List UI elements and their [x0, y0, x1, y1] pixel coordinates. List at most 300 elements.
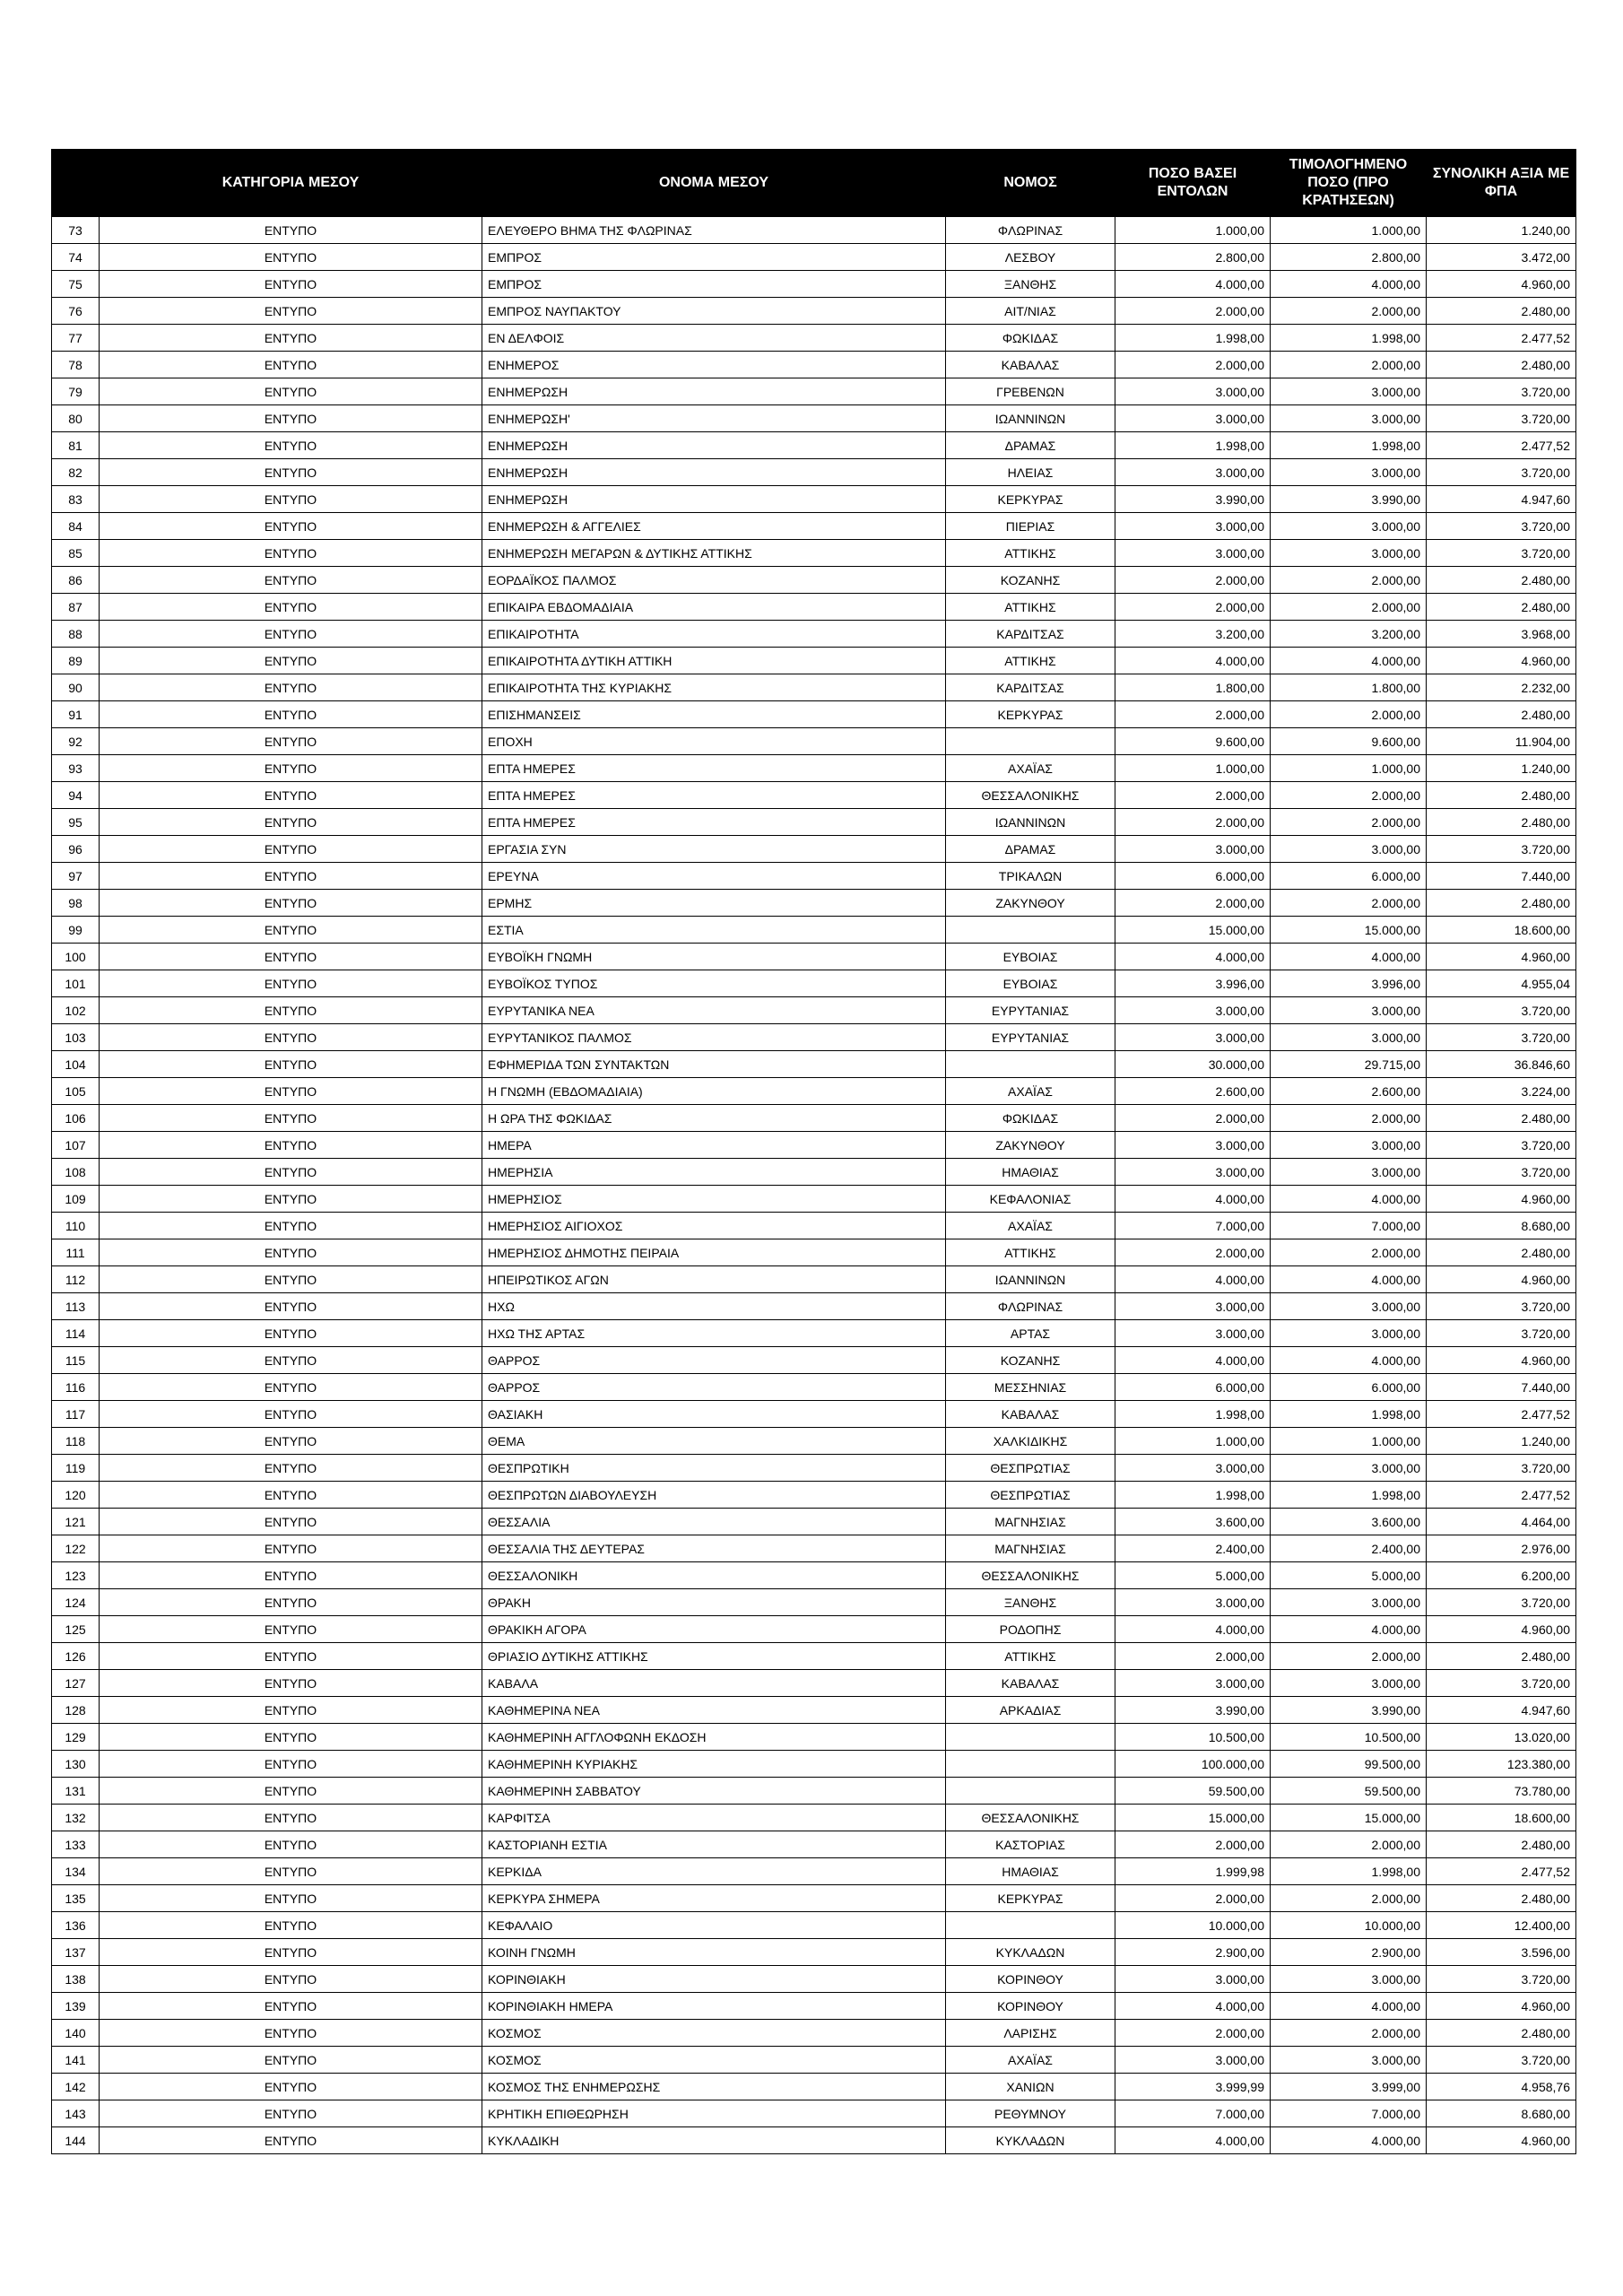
table-row — [52, 1213, 1576, 1239]
invoiced-amount-cell: 15.000,00 — [1271, 917, 1427, 944]
prefecture-cell: ΗΜΑΘΙΑΣ — [946, 1858, 1115, 1885]
table-row — [52, 1643, 1576, 1670]
invoiced-amount-cell: 3.999,00 — [1271, 2074, 1427, 2100]
prefecture-cell: ΚΟΡΙΝΘΟΥ — [946, 1993, 1115, 2020]
total-with-vat-cell: 4.947,60 — [1427, 486, 1576, 513]
table-row — [52, 1374, 1576, 1401]
total-with-vat-cell: 18.600,00 — [1427, 917, 1576, 944]
media-name-cell: ΕΥΒΟΪΚΟΣ ΤΥΠΟΣ — [482, 970, 946, 997]
order-amount-cell: 1.998,00 — [1115, 432, 1271, 459]
table-row — [52, 432, 1576, 459]
order-amount-cell: 4.000,00 — [1115, 1186, 1271, 1213]
order-amount-cell: 4.000,00 — [1115, 1993, 1271, 2020]
media-name-cell: ΕΥΡΥΤΑΝΙΚΟΣ ΠΑΛΜΟΣ — [482, 1024, 946, 1051]
row-number: 125 — [52, 1616, 100, 1643]
total-with-vat-cell: 4.960,00 — [1427, 648, 1576, 674]
media-name-cell: ΘΕΣΠΡΩΤΙΚΗ — [482, 1455, 946, 1482]
invoiced-amount-cell: 99.500,00 — [1271, 1751, 1427, 1778]
media-name-cell: ΚΕΡΚΥΡΑ ΣΗΜΕΡΑ — [482, 1885, 946, 1912]
category-cell: ΕΝΤΥΠΟ — [100, 325, 482, 352]
total-with-vat-cell: 4.958,76 — [1427, 2074, 1576, 2100]
category-cell: ΕΝΤΥΠΟ — [100, 378, 482, 405]
total-with-vat-cell: 3.472,00 — [1427, 244, 1576, 271]
invoiced-amount-cell: 2.000,00 — [1271, 1643, 1427, 1670]
table-row — [52, 325, 1576, 352]
row-number: 121 — [52, 1509, 100, 1535]
table-row — [52, 944, 1576, 970]
order-amount-cell: 3.000,00 — [1115, 378, 1271, 405]
invoiced-amount-cell: 3.990,00 — [1271, 486, 1427, 513]
invoiced-amount-cell: 4.000,00 — [1271, 1616, 1427, 1643]
total-with-vat-cell: 3.720,00 — [1427, 1455, 1576, 1482]
media-name-cell: ΗΠΕΙΡΩΤΙΚΟΣ ΑΓΩΝ — [482, 1266, 946, 1293]
prefecture-cell: ΑΧΑΪΑΣ — [946, 755, 1115, 782]
row-number: 81 — [52, 432, 100, 459]
prefecture-cell: ΗΜΑΘΙΑΣ — [946, 1159, 1115, 1186]
prefecture-cell: ΕΥΒΟΙΑΣ — [946, 944, 1115, 970]
order-amount-cell: 3.990,00 — [1115, 486, 1271, 513]
order-amount-cell: 3.000,00 — [1115, 513, 1271, 540]
invoiced-amount-cell: 29.715,00 — [1271, 1051, 1427, 1078]
media-name-cell: ΕΡΜΗΣ — [482, 890, 946, 917]
category-cell: ΕΝΤΥΠΟ — [100, 1562, 482, 1589]
invoiced-amount-cell: 2.000,00 — [1271, 1885, 1427, 1912]
category-cell: ΕΝΤΥΠΟ — [100, 1159, 482, 1186]
prefecture-cell: ΙΩΑΝΝΙΝΩΝ — [946, 1266, 1115, 1293]
category-cell: ΕΝΤΥΠΟ — [100, 1616, 482, 1643]
media-name-cell: ΕΝΗΜΕΡΟΣ — [482, 352, 946, 378]
table-row — [52, 1347, 1576, 1374]
media-name-cell: ΚΑΘΗΜΕΡΙΝΗ ΣΑΒΒΑΤΟΥ — [482, 1778, 946, 1805]
invoiced-amount-cell: 3.000,00 — [1271, 1159, 1427, 1186]
media-name-cell: ΕΦΗΜΕΡΙΔΑ ΤΩΝ ΣΥΝΤΑΚΤΩΝ — [482, 1051, 946, 1078]
media-name-cell: ΚΑΡΦΙΤΣΑ — [482, 1805, 946, 1831]
row-number: 76 — [52, 298, 100, 325]
invoiced-amount-cell: 3.000,00 — [1271, 1293, 1427, 1320]
total-with-vat-cell: 2.477,52 — [1427, 1401, 1576, 1428]
order-amount-cell: 2.600,00 — [1115, 1078, 1271, 1105]
prefecture-cell: ΑΤΤΙΚΗΣ — [946, 594, 1115, 621]
row-number: 106 — [52, 1105, 100, 1132]
row-number: 109 — [52, 1186, 100, 1213]
row-number: 112 — [52, 1266, 100, 1293]
total-with-vat-cell: 3.720,00 — [1427, 1293, 1576, 1320]
table-row — [52, 701, 1576, 728]
media-name-cell: ΚΑΘΗΜΕΡΙΝΗ ΚΥΡΙΑΚΗΣ — [482, 1751, 946, 1778]
order-amount-cell: 2.000,00 — [1115, 809, 1271, 836]
prefecture-cell: ΘΕΣΣΑΛΟΝΙΚΗΣ — [946, 782, 1115, 809]
invoiced-amount-cell: 2.000,00 — [1271, 594, 1427, 621]
order-amount-cell: 9.600,00 — [1115, 728, 1271, 755]
table-row — [52, 1993, 1576, 2020]
media-name-cell: ΚΟΣΜΟΣ — [482, 2047, 946, 2074]
table-row — [52, 1024, 1576, 1051]
media-name-cell: ΕΟΡΔΑΪΚΟΣ ΠΑΛΜΟΣ — [482, 567, 946, 594]
table-row — [52, 1805, 1576, 1831]
table-row — [52, 217, 1576, 244]
invoiced-amount-cell: 2.900,00 — [1271, 1939, 1427, 1966]
prefecture-cell: ΛΕΣΒΟΥ — [946, 244, 1115, 271]
table-row — [52, 621, 1576, 648]
table-row — [52, 1132, 1576, 1159]
media-name-cell: ΕΜΠΡΟΣ — [482, 244, 946, 271]
total-with-vat-cell: 3.720,00 — [1427, 1159, 1576, 1186]
category-cell: ΕΝΤΥΠΟ — [100, 1132, 482, 1159]
prefecture-cell: ΦΛΩΡΙΝΑΣ — [946, 1293, 1115, 1320]
category-cell: ΕΝΤΥΠΟ — [100, 1912, 482, 1939]
order-amount-cell: 4.000,00 — [1115, 1616, 1271, 1643]
media-name-cell: ΚΟΣΜΟΣ — [482, 2020, 946, 2047]
total-with-vat-cell: 2.480,00 — [1427, 809, 1576, 836]
media-name-cell: ΗΜΕΡΗΣΙΑ — [482, 1159, 946, 1186]
order-amount-cell: 2.400,00 — [1115, 1535, 1271, 1562]
header-category: ΚΑΤΗΓΟΡΙΑ ΜΕΣΟΥ — [100, 150, 482, 217]
table-row — [52, 1401, 1576, 1428]
invoiced-amount-cell: 2.000,00 — [1271, 1239, 1427, 1266]
order-amount-cell: 3.000,00 — [1115, 1670, 1271, 1697]
table-row — [52, 1589, 1576, 1616]
row-number: 77 — [52, 325, 100, 352]
order-amount-cell: 2.000,00 — [1115, 1105, 1271, 1132]
row-number: 87 — [52, 594, 100, 621]
table-row — [52, 352, 1576, 378]
invoiced-amount-cell: 1.998,00 — [1271, 325, 1427, 352]
media-name-cell: Η ΓΝΩΜΗ (ΕΒΔΟΜΑΔΙΑΙΑ) — [482, 1078, 946, 1105]
order-amount-cell: 10.500,00 — [1115, 1724, 1271, 1751]
prefecture-cell: ΜΕΣΣΗΝΙΑΣ — [946, 1374, 1115, 1401]
order-amount-cell: 3.000,00 — [1115, 1320, 1271, 1347]
prefecture-cell: ΠΙΕΡΙΑΣ — [946, 513, 1115, 540]
table-row — [52, 486, 1576, 513]
invoiced-amount-cell: 3.000,00 — [1271, 540, 1427, 567]
total-with-vat-cell: 2.232,00 — [1427, 674, 1576, 701]
category-cell: ΕΝΤΥΠΟ — [100, 2020, 482, 2047]
table-row — [52, 594, 1576, 621]
media-name-cell: ΚΟΣΜΟΣ ΤΗΣ ΕΝΗΜΕΡΩΣΗΣ — [482, 2074, 946, 2100]
order-amount-cell: 3.999,99 — [1115, 2074, 1271, 2100]
category-cell: ΕΝΤΥΠΟ — [100, 1347, 482, 1374]
invoiced-amount-cell: 3.000,00 — [1271, 1966, 1427, 1993]
invoiced-amount-cell: 1.800,00 — [1271, 674, 1427, 701]
total-with-vat-cell: 3.720,00 — [1427, 997, 1576, 1024]
invoiced-amount-cell: 3.600,00 — [1271, 1509, 1427, 1535]
order-amount-cell: 4.000,00 — [1115, 271, 1271, 298]
category-cell: ΕΝΤΥΠΟ — [100, 728, 482, 755]
total-with-vat-cell: 2.480,00 — [1427, 1885, 1576, 1912]
media-name-cell: ΕΣΤΙΑ — [482, 917, 946, 944]
total-with-vat-cell: 2.480,00 — [1427, 1105, 1576, 1132]
table-row — [52, 728, 1576, 755]
total-with-vat-cell: 4.960,00 — [1427, 1616, 1576, 1643]
invoiced-amount-cell: 3.000,00 — [1271, 378, 1427, 405]
order-amount-cell: 3.000,00 — [1115, 1132, 1271, 1159]
total-with-vat-cell: 1.240,00 — [1427, 1428, 1576, 1455]
invoiced-amount-cell: 2.000,00 — [1271, 567, 1427, 594]
order-amount-cell: 3.000,00 — [1115, 405, 1271, 432]
prefecture-cell: ΙΩΑΝΝΙΝΩΝ — [946, 405, 1115, 432]
invoiced-amount-cell: 4.000,00 — [1271, 271, 1427, 298]
order-amount-cell: 2.800,00 — [1115, 244, 1271, 271]
media-name-cell: ΚΕΦΑΛΑΙΟ — [482, 1912, 946, 1939]
category-cell: ΕΝΤΥΠΟ — [100, 432, 482, 459]
prefecture-cell: ΑΤΤΙΚΗΣ — [946, 1239, 1115, 1266]
row-number: 135 — [52, 1885, 100, 1912]
row-number: 101 — [52, 970, 100, 997]
total-with-vat-cell: 18.600,00 — [1427, 1805, 1576, 1831]
row-number: 98 — [52, 890, 100, 917]
invoiced-amount-cell: 2.000,00 — [1271, 2020, 1427, 2047]
prefecture-cell: ΧΑΛΚΙΔΙΚΗΣ — [946, 1428, 1115, 1455]
media-name-cell: ΕΠΤΑ ΗΜΕΡΕΣ — [482, 782, 946, 809]
category-cell: ΕΝΤΥΠΟ — [100, 1078, 482, 1105]
category-cell: ΕΝΤΥΠΟ — [100, 1401, 482, 1428]
invoiced-amount-cell: 3.000,00 — [1271, 2047, 1427, 2074]
total-with-vat-cell: 4.960,00 — [1427, 1186, 1576, 1213]
invoiced-amount-cell: 1.998,00 — [1271, 432, 1427, 459]
prefecture-cell: ΧΑΝΙΩΝ — [946, 2074, 1115, 2100]
prefecture-cell: ΜΑΓΝΗΣΙΑΣ — [946, 1535, 1115, 1562]
invoiced-amount-cell: 10.500,00 — [1271, 1724, 1427, 1751]
table-row — [52, 405, 1576, 432]
invoiced-amount-cell: 59.500,00 — [1271, 1778, 1427, 1805]
header-prefecture: ΝΟΜΟΣ — [946, 150, 1115, 217]
table-row — [52, 1266, 1576, 1293]
row-number: 86 — [52, 567, 100, 594]
table-row — [52, 1778, 1576, 1805]
media-name-cell: ΕΠΙΚΑΙΡΟΤΗΤΑ ΤΗΣ ΚΥΡΙΑΚΗΣ — [482, 674, 946, 701]
total-with-vat-cell: 3.720,00 — [1427, 513, 1576, 540]
invoiced-amount-cell: 4.000,00 — [1271, 1347, 1427, 1374]
prefecture-cell: ΗΛΕΙΑΣ — [946, 459, 1115, 486]
table-row — [52, 271, 1576, 298]
media-name-cell: ΚΑΒΑΛΑ — [482, 1670, 946, 1697]
total-with-vat-cell: 11.904,00 — [1427, 728, 1576, 755]
row-number: 75 — [52, 271, 100, 298]
order-amount-cell: 3.000,00 — [1115, 1293, 1271, 1320]
prefecture-cell: ΑΧΑΪΑΣ — [946, 1213, 1115, 1239]
prefecture-cell: ΑΤΤΙΚΗΣ — [946, 540, 1115, 567]
prefecture-cell: ΚΥΚΛΑΔΩΝ — [946, 1939, 1115, 1966]
prefecture-cell: ΚΟΖΑΝΗΣ — [946, 567, 1115, 594]
row-number: 136 — [52, 1912, 100, 1939]
media-name-cell: ΕΝΗΜΕΡΩΣΗ — [482, 432, 946, 459]
total-with-vat-cell: 2.480,00 — [1427, 890, 1576, 917]
table-row — [52, 459, 1576, 486]
media-name-cell: ΚΕΡΚΙΔΑ — [482, 1858, 946, 1885]
prefecture-cell: ΚΑΒΑΛΑΣ — [946, 352, 1115, 378]
prefecture-cell — [946, 1724, 1115, 1751]
prefecture-cell: ΚΕΡΚΥΡΑΣ — [946, 701, 1115, 728]
order-amount-cell: 5.000,00 — [1115, 1562, 1271, 1589]
category-cell: ΕΝΤΥΠΟ — [100, 1024, 482, 1051]
invoiced-amount-cell: 3.990,00 — [1271, 1697, 1427, 1724]
order-amount-cell: 4.000,00 — [1115, 648, 1271, 674]
order-amount-cell: 2.000,00 — [1115, 1239, 1271, 1266]
row-number: 93 — [52, 755, 100, 782]
category-cell: ΕΝΤΥΠΟ — [100, 1509, 482, 1535]
invoiced-amount-cell: 2.000,00 — [1271, 1831, 1427, 1858]
prefecture-cell: ΞΑΝΘΗΣ — [946, 271, 1115, 298]
category-cell: ΕΝΤΥΠΟ — [100, 1751, 482, 1778]
invoiced-amount-cell: 1.998,00 — [1271, 1482, 1427, 1509]
media-name-cell: ΚΟΙΝΗ ΓΝΩΜΗ — [482, 1939, 946, 1966]
total-with-vat-cell: 3.720,00 — [1427, 1589, 1576, 1616]
media-name-cell: ΘΡΑΚΙΚΗ ΑΓΟΡΑ — [482, 1616, 946, 1643]
total-with-vat-cell: 3.720,00 — [1427, 1024, 1576, 1051]
category-cell: ΕΝΤΥΠΟ — [100, 917, 482, 944]
total-with-vat-cell: 3.720,00 — [1427, 1966, 1576, 1993]
total-with-vat-cell: 2.477,52 — [1427, 432, 1576, 459]
media-name-cell: ΕΠΟΧΗ — [482, 728, 946, 755]
row-number: 99 — [52, 917, 100, 944]
prefecture-cell: ΑΧΑΪΑΣ — [946, 1078, 1115, 1105]
prefecture-cell: ΘΕΣΠΡΩΤΙΑΣ — [946, 1482, 1115, 1509]
media-name-cell: ΘΑΣΙΑΚΗ — [482, 1401, 946, 1428]
media-name-cell: ΚΑΘΗΜΕΡΙΝΗ ΑΓΓΛΟΦΩΝΗ ΕΚΔΟΣΗ — [482, 1724, 946, 1751]
order-amount-cell: 15.000,00 — [1115, 1805, 1271, 1831]
invoiced-amount-cell: 3.000,00 — [1271, 1132, 1427, 1159]
media-name-cell: ΕΠΙΣΗΜΑΝΣΕΙΣ — [482, 701, 946, 728]
category-cell: ΕΝΤΥΠΟ — [100, 863, 482, 890]
header-invoiced-amount: ΤΙΜΟΛΟΓΗΜΕΝΟ ΠΟΣΟ (ΠΡΟ ΚΡΑΤΗΣΕΩΝ) — [1271, 150, 1427, 217]
table-row — [52, 1562, 1576, 1589]
table-row — [52, 298, 1576, 325]
order-amount-cell: 4.000,00 — [1115, 1347, 1271, 1374]
invoiced-amount-cell: 3.000,00 — [1271, 513, 1427, 540]
table-row — [52, 1482, 1576, 1509]
prefecture-cell: ΚΕΡΚΥΡΑΣ — [946, 1885, 1115, 1912]
row-number: 138 — [52, 1966, 100, 1993]
total-with-vat-cell: 2.477,52 — [1427, 1482, 1576, 1509]
header-row — [52, 150, 1576, 217]
media-name-cell: ΗΜΕΡΗΣΙΟΣ ΑΙΓΙΟΧΟΣ — [482, 1213, 946, 1239]
total-with-vat-cell: 3.720,00 — [1427, 459, 1576, 486]
category-cell: ΕΝΤΥΠΟ — [100, 1885, 482, 1912]
table-row — [52, 1939, 1576, 1966]
row-number: 141 — [52, 2047, 100, 2074]
row-number: 100 — [52, 944, 100, 970]
row-number: 83 — [52, 486, 100, 513]
category-cell: ΕΝΤΥΠΟ — [100, 782, 482, 809]
invoiced-amount-cell: 2.000,00 — [1271, 298, 1427, 325]
media-name-cell: ΘΕΣΣΑΛΙΑ ΤΗΣ ΔΕΥΤΕΡΑΣ — [482, 1535, 946, 1562]
order-amount-cell: 1.998,00 — [1115, 1482, 1271, 1509]
invoiced-amount-cell: 1.000,00 — [1271, 755, 1427, 782]
table-row — [52, 970, 1576, 997]
total-with-vat-cell: 12.400,00 — [1427, 1912, 1576, 1939]
order-amount-cell: 2.000,00 — [1115, 782, 1271, 809]
order-amount-cell: 2.000,00 — [1115, 352, 1271, 378]
order-amount-cell: 6.000,00 — [1115, 1374, 1271, 1401]
total-with-vat-cell: 2.976,00 — [1427, 1535, 1576, 1562]
table-row — [52, 1751, 1576, 1778]
total-with-vat-cell: 4.960,00 — [1427, 1266, 1576, 1293]
order-amount-cell: 4.000,00 — [1115, 944, 1271, 970]
row-number: 107 — [52, 1132, 100, 1159]
row-number: 105 — [52, 1078, 100, 1105]
prefecture-cell: ΕΥΡΥΤΑΝΙΑΣ — [946, 997, 1115, 1024]
invoiced-amount-cell: 4.000,00 — [1271, 1993, 1427, 2020]
row-number: 130 — [52, 1751, 100, 1778]
prefecture-cell: ΕΥΒΟΙΑΣ — [946, 970, 1115, 997]
row-number: 124 — [52, 1589, 100, 1616]
total-with-vat-cell: 2.480,00 — [1427, 2020, 1576, 2047]
total-with-vat-cell: 3.720,00 — [1427, 1320, 1576, 1347]
table-row — [52, 2020, 1576, 2047]
table-row — [52, 1293, 1576, 1320]
prefecture-cell: ΜΑΓΝΗΣΙΑΣ — [946, 1509, 1115, 1535]
prefecture-cell: ΔΡΑΜΑΣ — [946, 432, 1115, 459]
table-row — [52, 755, 1576, 782]
media-name-cell: ΕΛΕΥΘΕΡΟ ΒΗΜΑ ΤΗΣ ΦΛΩΡΙΝΑΣ — [482, 217, 946, 244]
table-row — [52, 863, 1576, 890]
table-row — [52, 648, 1576, 674]
table-row — [52, 1509, 1576, 1535]
order-amount-cell: 3.000,00 — [1115, 1589, 1271, 1616]
category-cell: ΕΝΤΥΠΟ — [100, 674, 482, 701]
prefecture-cell — [946, 728, 1115, 755]
category-cell: ΕΝΤΥΠΟ — [100, 1051, 482, 1078]
category-cell: ΕΝΤΥΠΟ — [100, 890, 482, 917]
order-amount-cell: 6.000,00 — [1115, 863, 1271, 890]
invoiced-amount-cell: 3.000,00 — [1271, 1670, 1427, 1697]
row-number: 120 — [52, 1482, 100, 1509]
total-with-vat-cell: 2.480,00 — [1427, 701, 1576, 728]
media-name-cell: ΚΑΘΗΜΕΡΙΝΑ ΝΕΑ — [482, 1697, 946, 1724]
invoiced-amount-cell: 4.000,00 — [1271, 944, 1427, 970]
invoiced-amount-cell: 10.000,00 — [1271, 1912, 1427, 1939]
invoiced-amount-cell: 6.000,00 — [1271, 863, 1427, 890]
order-amount-cell: 2.000,00 — [1115, 298, 1271, 325]
prefecture-cell: ΚΑΒΑΛΑΣ — [946, 1670, 1115, 1697]
order-amount-cell: 1.998,00 — [1115, 325, 1271, 352]
order-amount-cell: 59.500,00 — [1115, 1778, 1271, 1805]
table-row — [52, 1885, 1576, 1912]
order-amount-cell: 1.800,00 — [1115, 674, 1271, 701]
prefecture-cell: ΞΑΝΘΗΣ — [946, 1589, 1115, 1616]
invoiced-amount-cell: 7.000,00 — [1271, 1213, 1427, 1239]
row-number: 90 — [52, 674, 100, 701]
media-name-cell: ΘΕΜΑ — [482, 1428, 946, 1455]
media-name-cell: ΕΠΤΑ ΗΜΕΡΕΣ — [482, 809, 946, 836]
prefecture-cell: ΦΛΩΡΙΝΑΣ — [946, 217, 1115, 244]
category-cell: ΕΝΤΥΠΟ — [100, 1697, 482, 1724]
row-number: 111 — [52, 1239, 100, 1266]
total-with-vat-cell: 3.720,00 — [1427, 836, 1576, 863]
total-with-vat-cell: 2.480,00 — [1427, 1643, 1576, 1670]
category-cell: ΕΝΤΥΠΟ — [100, 244, 482, 271]
category-cell: ΕΝΤΥΠΟ — [100, 755, 482, 782]
order-amount-cell: 100.000,00 — [1115, 1751, 1271, 1778]
row-number: 117 — [52, 1401, 100, 1428]
total-with-vat-cell: 3.720,00 — [1427, 540, 1576, 567]
category-cell: ΕΝΤΥΠΟ — [100, 1670, 482, 1697]
total-with-vat-cell: 2.477,52 — [1427, 1858, 1576, 1885]
media-name-cell: ΕΝΗΜΕΡΩΣΗ — [482, 378, 946, 405]
prefecture-cell: ΤΡΙΚΑΛΩΝ — [946, 863, 1115, 890]
media-name-cell: ΘΕΣΠΡΩΤΩΝ ΔΙΑΒΟΥΛΕΥΣΗ — [482, 1482, 946, 1509]
order-amount-cell: 2.000,00 — [1115, 567, 1271, 594]
invoiced-amount-cell: 1.000,00 — [1271, 1428, 1427, 1455]
total-with-vat-cell: 2.480,00 — [1427, 352, 1576, 378]
row-number: 132 — [52, 1805, 100, 1831]
table-row — [52, 1831, 1576, 1858]
media-name-cell: ΕΡΕΥΝΑ — [482, 863, 946, 890]
category-cell: ΕΝΤΥΠΟ — [100, 1939, 482, 1966]
table-row — [52, 1320, 1576, 1347]
row-number: 108 — [52, 1159, 100, 1186]
row-number: 128 — [52, 1697, 100, 1724]
